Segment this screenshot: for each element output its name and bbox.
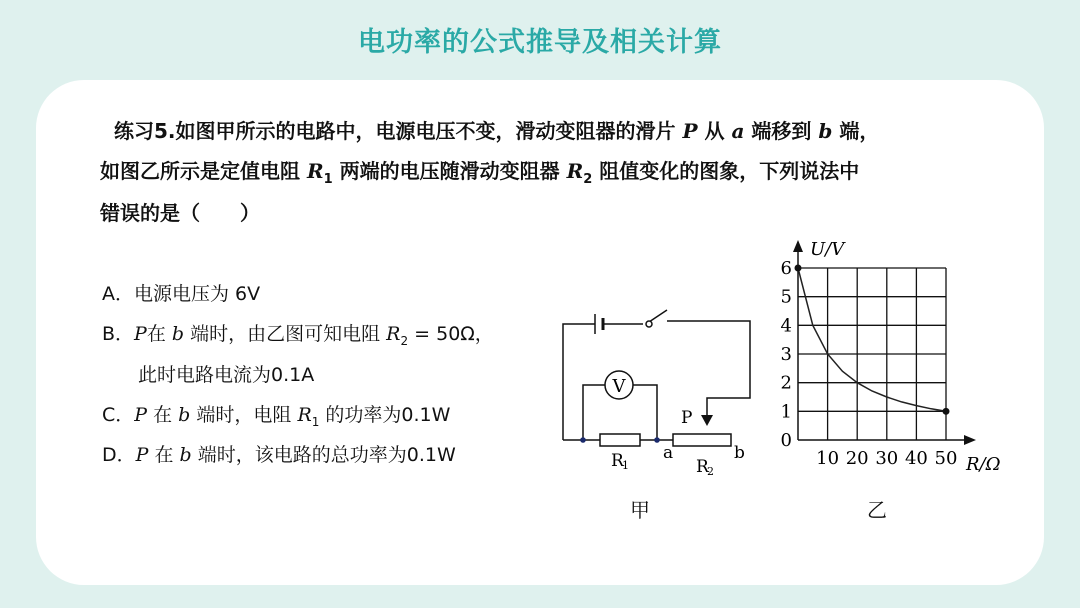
option-letter: D． xyxy=(102,444,136,466)
voltage-resistance-chart xyxy=(770,235,1015,480)
var-sub: 2 xyxy=(400,333,409,348)
var-r2-sub: 2 xyxy=(583,172,593,187)
end-b-label: b xyxy=(734,443,745,463)
r1-resistor xyxy=(600,434,640,446)
var-r1: R xyxy=(306,159,324,183)
x-tick-label: 10 xyxy=(816,448,840,469)
data-point xyxy=(943,408,950,415)
option-text: 在 xyxy=(146,323,172,345)
page-title: 电功率的公式推导及相关计算 xyxy=(358,27,722,58)
question-text: 端， xyxy=(832,119,880,143)
var-a: a xyxy=(731,119,745,143)
circuit-diagram xyxy=(555,295,765,485)
r1-sub: 1 xyxy=(622,459,629,472)
var-p: P xyxy=(682,119,698,143)
y-axis-arrow-icon xyxy=(793,240,803,252)
var-r1: R xyxy=(297,404,312,426)
option-a[interactable] xyxy=(102,280,260,308)
y-tick-label: 2 xyxy=(780,372,792,394)
wire xyxy=(563,324,595,440)
var-p: P xyxy=(134,404,148,426)
r2-label: R xyxy=(696,457,709,477)
option-letter: A． xyxy=(102,283,134,305)
option-b[interactable] xyxy=(102,320,494,355)
question-text: 如图乙所示是定值电阻 xyxy=(100,159,307,183)
question-text: 两端的电压随滑动变阻器 xyxy=(332,159,567,183)
chart-ticks xyxy=(781,258,958,469)
option-text: 电源电压为 6V xyxy=(134,283,261,305)
question-text: 阻值变化的图象，下列说法中 xyxy=(592,159,860,183)
end-a-label: a xyxy=(663,443,674,463)
slider-arrow-icon xyxy=(701,415,713,426)
question-text: 练习5.如图甲所示的电路中，电源电压不变，滑动变阻器的滑片 xyxy=(114,119,683,143)
data-point xyxy=(795,265,802,272)
var-b: b xyxy=(818,119,833,143)
y-axis-label: U/V xyxy=(810,239,845,260)
y-tick-label: 6 xyxy=(780,258,792,279)
series-curve xyxy=(798,268,946,411)
voltmeter-label: V xyxy=(612,376,626,397)
question-text: 从 xyxy=(697,119,732,143)
var-r2: R xyxy=(386,323,401,345)
option-d[interactable] xyxy=(102,441,456,469)
var-b: b xyxy=(178,404,191,426)
x-tick-label: 30 xyxy=(875,448,899,469)
y-tick-label: 3 xyxy=(780,344,792,365)
chart-plot xyxy=(795,265,950,415)
var-p: P xyxy=(134,323,147,345)
junction-dot xyxy=(654,437,660,443)
wire xyxy=(583,385,605,440)
slider-label: P xyxy=(681,408,693,428)
x-tick-label: 50 xyxy=(934,448,958,469)
wire xyxy=(667,321,750,417)
chart-caption: 乙 xyxy=(867,498,887,522)
x-tick-label: 40 xyxy=(904,448,928,469)
x-tick-label: 20 xyxy=(845,448,869,469)
circuit-caption: 甲 xyxy=(630,498,650,522)
option-text: 端时，该电路的总功率为0.1W xyxy=(191,444,456,466)
wire xyxy=(633,385,657,440)
r2-sub: 2 xyxy=(707,465,714,478)
option-text: = 50Ω， xyxy=(408,323,494,345)
var-b: b xyxy=(179,444,192,466)
var-b: b xyxy=(171,323,185,345)
option-text: 在 xyxy=(148,444,180,466)
option-text: 端时，由乙图可知电阻 xyxy=(184,323,387,345)
question-line-3: 错误的是（ ） xyxy=(100,201,260,225)
switch-pivot xyxy=(646,321,652,327)
question-text: 端移到 xyxy=(744,119,819,143)
var-r2: R xyxy=(566,159,584,183)
option-text: 端时，电阻 xyxy=(190,404,298,426)
option-b-line-2: 此时电路电流为0.1A xyxy=(138,364,315,386)
option-letter: C． xyxy=(102,404,135,426)
chart-grid xyxy=(798,268,946,440)
var-sub: 1 xyxy=(311,414,320,429)
question-line-1 xyxy=(114,117,879,145)
y-tick-label: 4 xyxy=(780,315,792,337)
option-text: 的功率为0.1W xyxy=(319,404,451,426)
r2-resistor xyxy=(673,434,731,446)
y-tick-label: 5 xyxy=(780,286,792,308)
option-c[interactable] xyxy=(102,401,450,436)
x-axis-label: R/Ω xyxy=(966,454,1001,475)
junction-dot xyxy=(580,437,586,443)
question-line-2 xyxy=(100,157,859,194)
option-letter: B． xyxy=(102,323,135,345)
y-tick-label: 1 xyxy=(780,401,792,423)
chart-axes xyxy=(793,240,976,445)
x-axis-arrow-icon xyxy=(964,435,976,445)
y-tick-label: 0 xyxy=(780,430,792,451)
r1-label: R xyxy=(611,451,624,471)
option-text: 在 xyxy=(147,404,179,426)
var-r1-sub: 1 xyxy=(323,172,333,187)
var-p: P xyxy=(135,444,149,466)
